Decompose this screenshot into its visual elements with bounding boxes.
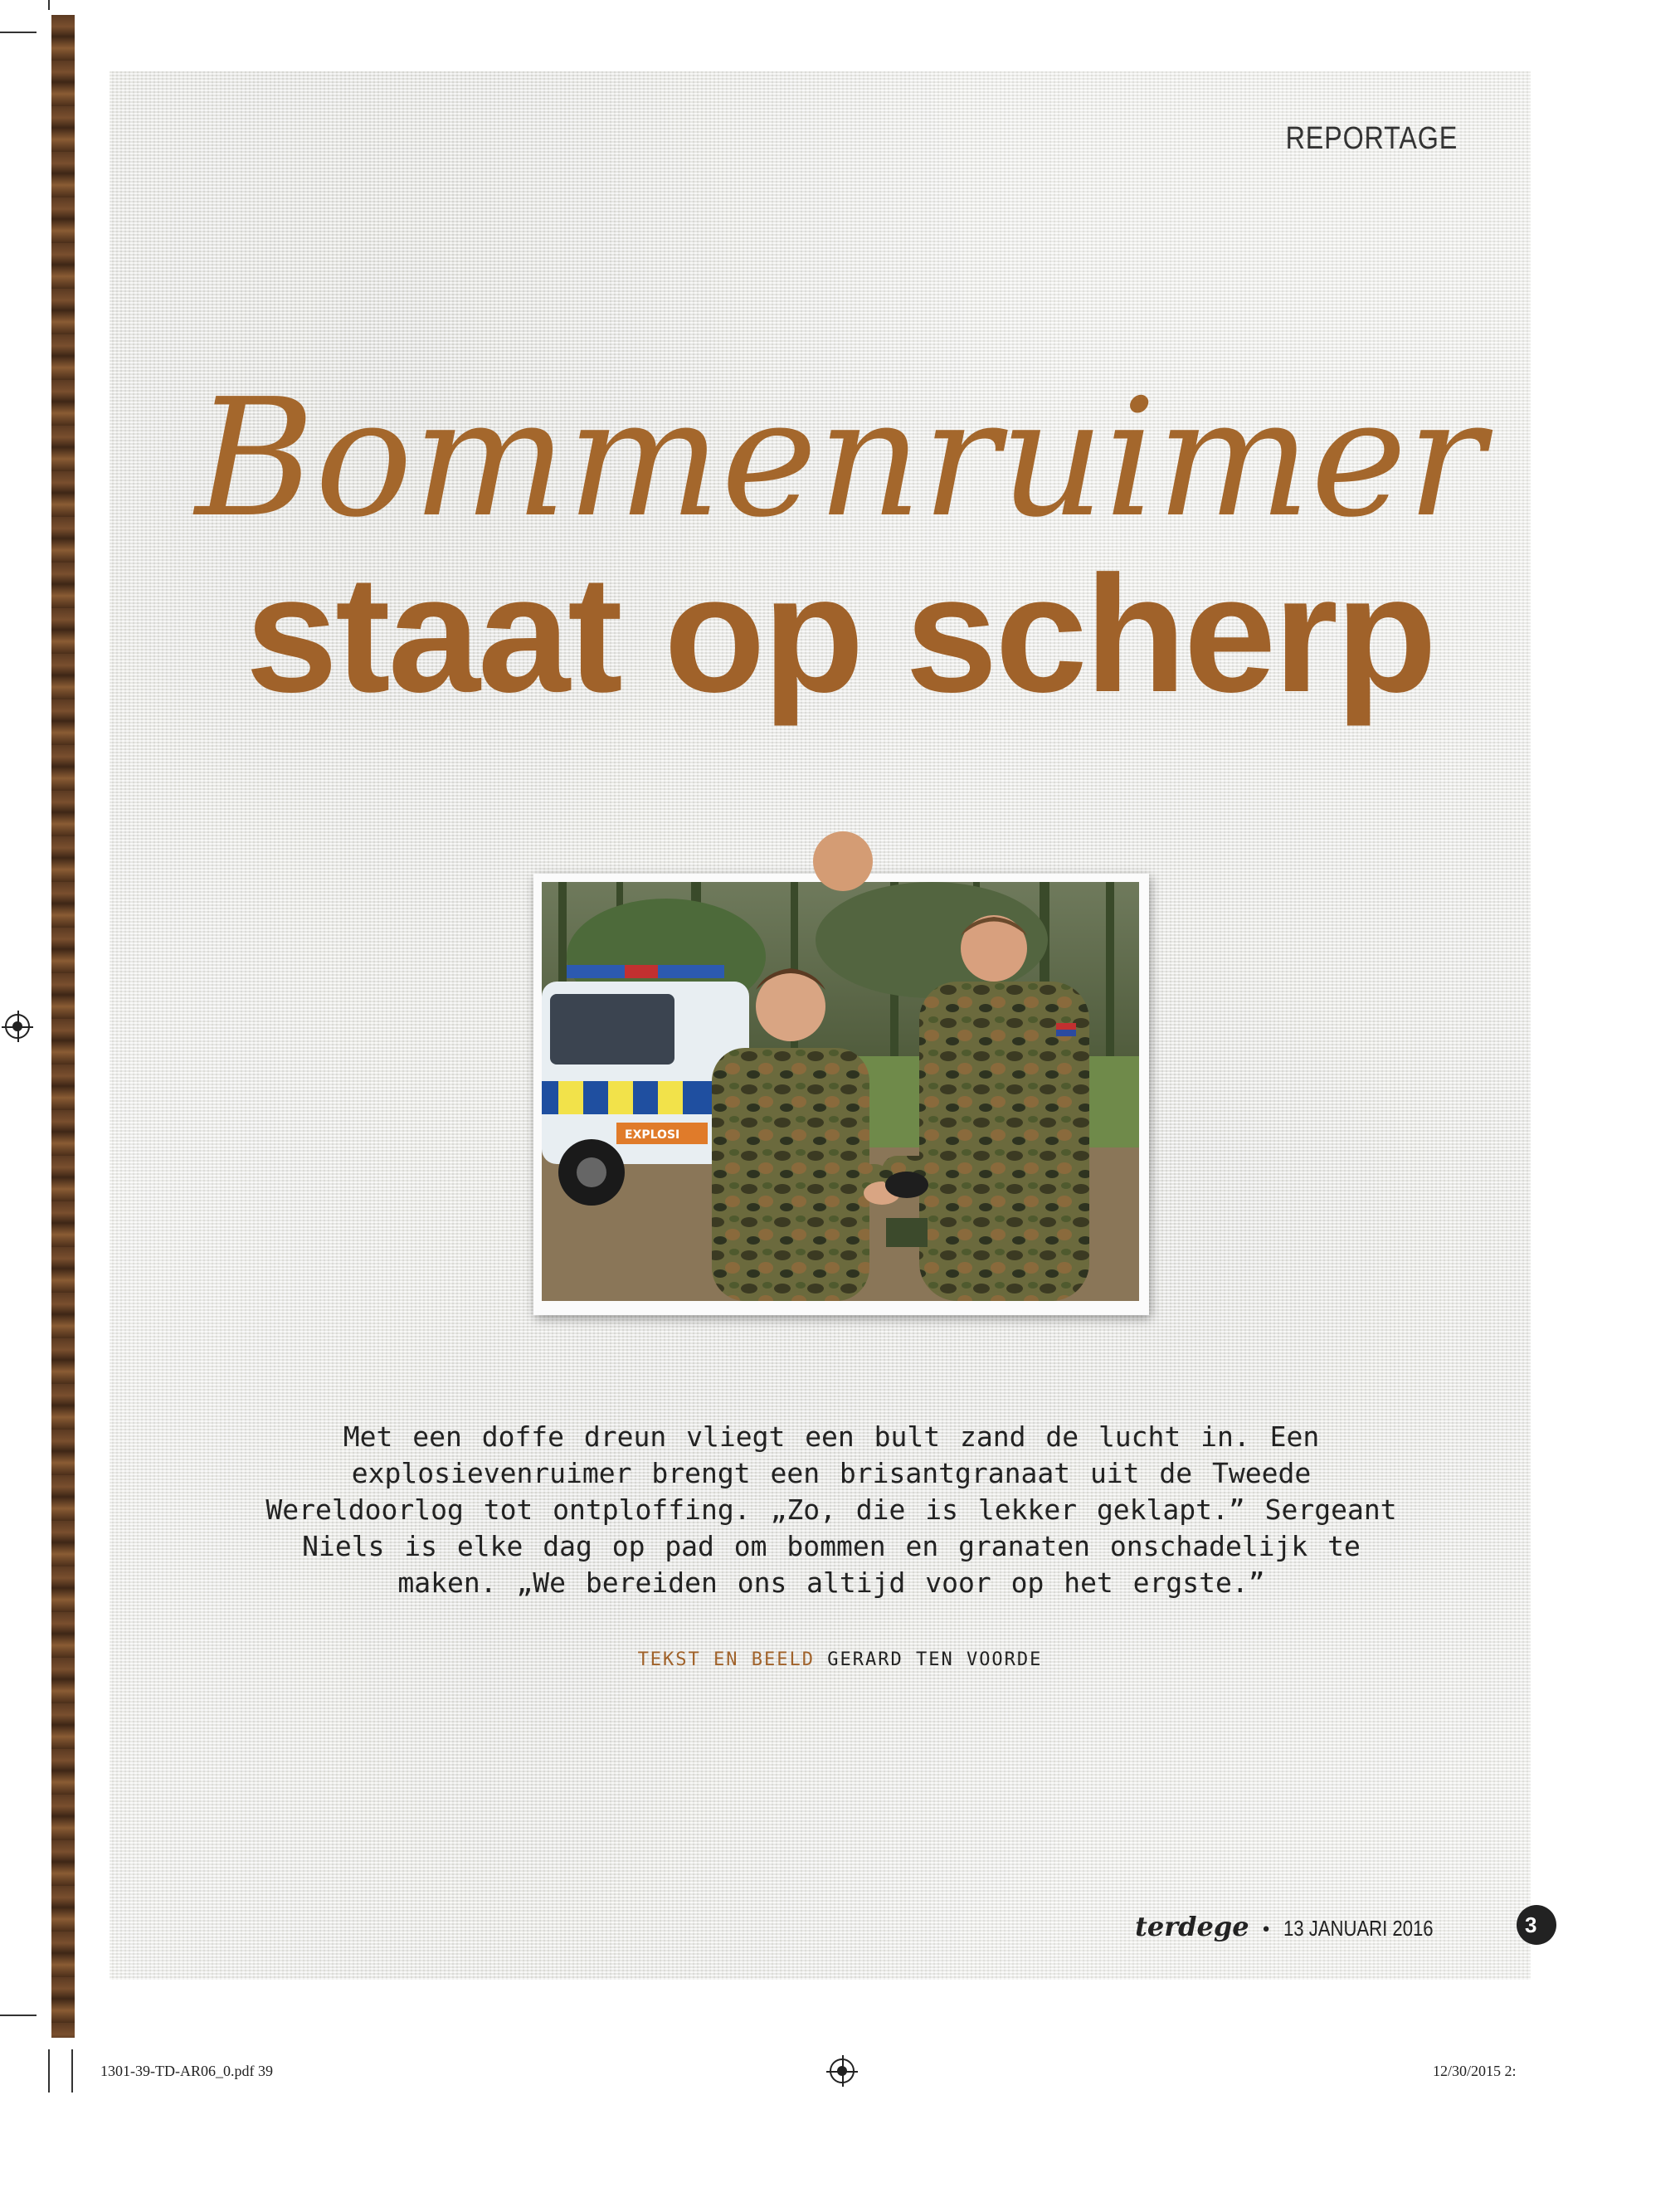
section-label: REPORTAGE: [1285, 121, 1458, 156]
page-number: 3: [1517, 1905, 1556, 1945]
photo-illustration: [542, 882, 1139, 1301]
issue-date: 13 JANUARI 2016: [1283, 1916, 1434, 1941]
lead-line: explosievenruimer brengt een brisantgranaat uit de Tweede: [351, 1457, 1312, 1489]
registration-mark-icon: [5, 1014, 30, 1039]
lead-line: Met een doffe dreun vliegt een bult zand de lucht in. Een: [343, 1420, 1320, 1453]
pin-icon: [813, 831, 873, 891]
lead-line: Niels is elke dag op pad om bommen en granaten onschadelijk te: [302, 1530, 1361, 1562]
footer: [1135, 1911, 1459, 1942]
headline-italic: Bommenruimer: [195, 364, 1485, 553]
byline-author: GERARD TEN VOORDE: [827, 1649, 1043, 1670]
photo-two-soldiers: [542, 882, 1139, 1301]
footer-separator: •: [1260, 1920, 1272, 1941]
crop-mark: [71, 2049, 73, 2093]
crop-mark: [48, 0, 50, 10]
vehicle-label: EXPLOSI: [625, 1128, 680, 1142]
lead-paragraph: [192, 1419, 1470, 1601]
lead-line: maken. „We bereiden ons altijd voor op het ergste.”: [397, 1566, 1265, 1599]
magazine-logo: terdege: [1135, 1911, 1249, 1942]
print-slug-timestamp: 12/30/2015 2:: [1433, 2063, 1517, 2079]
pinned-photo: [533, 874, 1149, 1315]
byline-label: TEKST EN BEELD: [637, 1649, 815, 1670]
facing-page-bleed: [51, 15, 75, 2038]
byline: [0, 1649, 1680, 1670]
crop-mark: [0, 2015, 37, 2016]
headline-bold: staat op scherp: [245, 542, 1435, 727]
crop-mark: [0, 32, 37, 33]
crop-mark: [48, 2049, 50, 2093]
print-slug-file: 1301-39-TD-AR06_0.pdf 39: [100, 2063, 273, 2079]
lead-line: Wereldoorlog tot ontploffing. „Zo, die is lekker geklapt.” Sergeant: [265, 1493, 1397, 1526]
registration-mark-icon: [830, 2058, 855, 2083]
